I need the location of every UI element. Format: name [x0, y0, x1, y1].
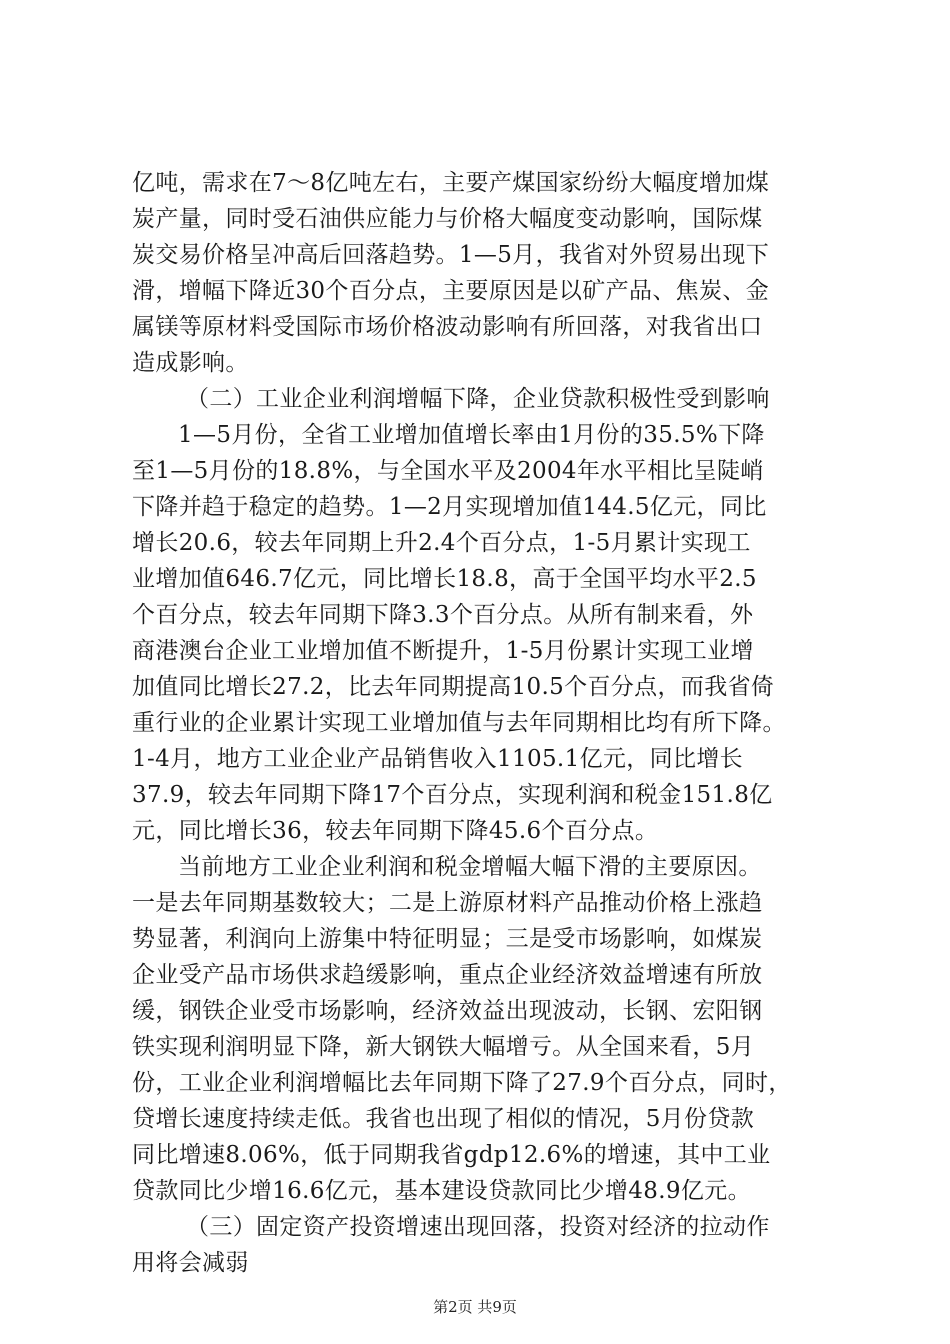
body-text-line: 增长20.6，较去年同期上升2.4个百分点，1-5月累计实现工 [132, 530, 751, 556]
body-text-line: 造成影响。 [132, 350, 249, 376]
body-text-line: 1—5月份，全省工业增加值增长率由1月份的35.5%下降 [178, 422, 765, 448]
page-footer: 第2页 共9页 [433, 1298, 517, 1316]
body-text-line: 势显著，利润向上游集中特征明显；三是受市场影响，如煤炭 [132, 926, 763, 952]
body-text-line: 亿吨，需求在7～8亿吨左右，主要产煤国家纷纷大幅度增加煤 [132, 170, 770, 196]
body-text-line: 一是去年同期基数较大；二是上游原材料产品推动价格上涨趋 [132, 890, 763, 916]
section-heading: （二）工业企业利润增幅下降，企业贷款积极性受到影响 [186, 386, 770, 412]
body-text-line: 元，同比增长36，较去年同期下降45.6个百分点。 [132, 818, 659, 844]
body-text-line: 铁实现利润明显下降，新大钢铁大幅增亏。从全国来看，5月 [132, 1034, 755, 1060]
body-text-line: 37.9，较去年同期下降17个百分点，实现利润和税金151.8亿 [132, 782, 773, 808]
section-heading: （三）固定资产投资增速出现回落，投资对经济的拉动作 [186, 1214, 770, 1240]
body-text-line: 下降并趋于稳定的趋势。1—2月实现增加值144.5亿元，同比 [132, 494, 767, 520]
body-text-line: 1-4月，地方工业企业产品销售收入1105.1亿元，同比增长 [132, 746, 744, 772]
body-text-line: 贷增长速度持续走低。我省也出现了相似的情况，5月份贷款 [132, 1106, 755, 1132]
body-text-line: 至1—5月份的18.8%，与全国水平及2004年水平相比呈陡峭 [132, 458, 764, 484]
body-text-line: 重行业的企业累计实现工业增加值与去年同期相比均有所下降。 [132, 710, 786, 736]
body-text-line: 属镁等原材料受国际市场价格波动影响有所回落，对我省出口 [132, 314, 763, 340]
body-text-line: 滑，增幅下降近30个百分点，主要原因是以矿产品、焦炭、金 [132, 278, 770, 304]
section-heading-continued: 用将会减弱 [132, 1250, 249, 1276]
body-text-line: 同比增速8.06%，低于同期我省gdp12.6%的增速，其中工业 [132, 1142, 771, 1168]
body-text-line: 企业受产品市场供求趋缓影响，重点企业经济效益增速有所放 [132, 962, 763, 988]
body-text-line: 加值同比增长27.2，比去年同期提高10.5个百分点，而我省倚 [132, 674, 775, 700]
body-text-line: 缓，钢铁企业受市场影响，经济效益出现波动，长钢、宏阳钢 [132, 998, 763, 1024]
body-text-line: 个百分点，较去年同期下降3.3个百分点。从所有制来看，外 [132, 602, 754, 628]
body-text-line: 业增加值646.7亿元，同比增长18.8，高于全国平均水平2.5 [132, 566, 757, 592]
body-text-line: 份，工业企业利润增幅比去年同期下降了27.9个百分点，同时， [132, 1070, 792, 1096]
body-text-line: 炭交易价格呈冲高后回落趋势。1—5月，我省对外贸易出现下 [132, 242, 770, 268]
body-text-line: 贷款同比少增16.6亿元，基本建设贷款同比少增48.9亿元。 [132, 1178, 751, 1204]
body-text-line: 当前地方工业企业利润和税金增幅大幅下滑的主要原因。 [178, 854, 762, 880]
body-text-line: 炭产量，同时受石油供应能力与价格大幅度变动影响，国际煤 [132, 206, 763, 232]
body-text-line: 商港澳台企业工业增加值不断提升，1-5月份累计实现工业增 [132, 638, 754, 664]
